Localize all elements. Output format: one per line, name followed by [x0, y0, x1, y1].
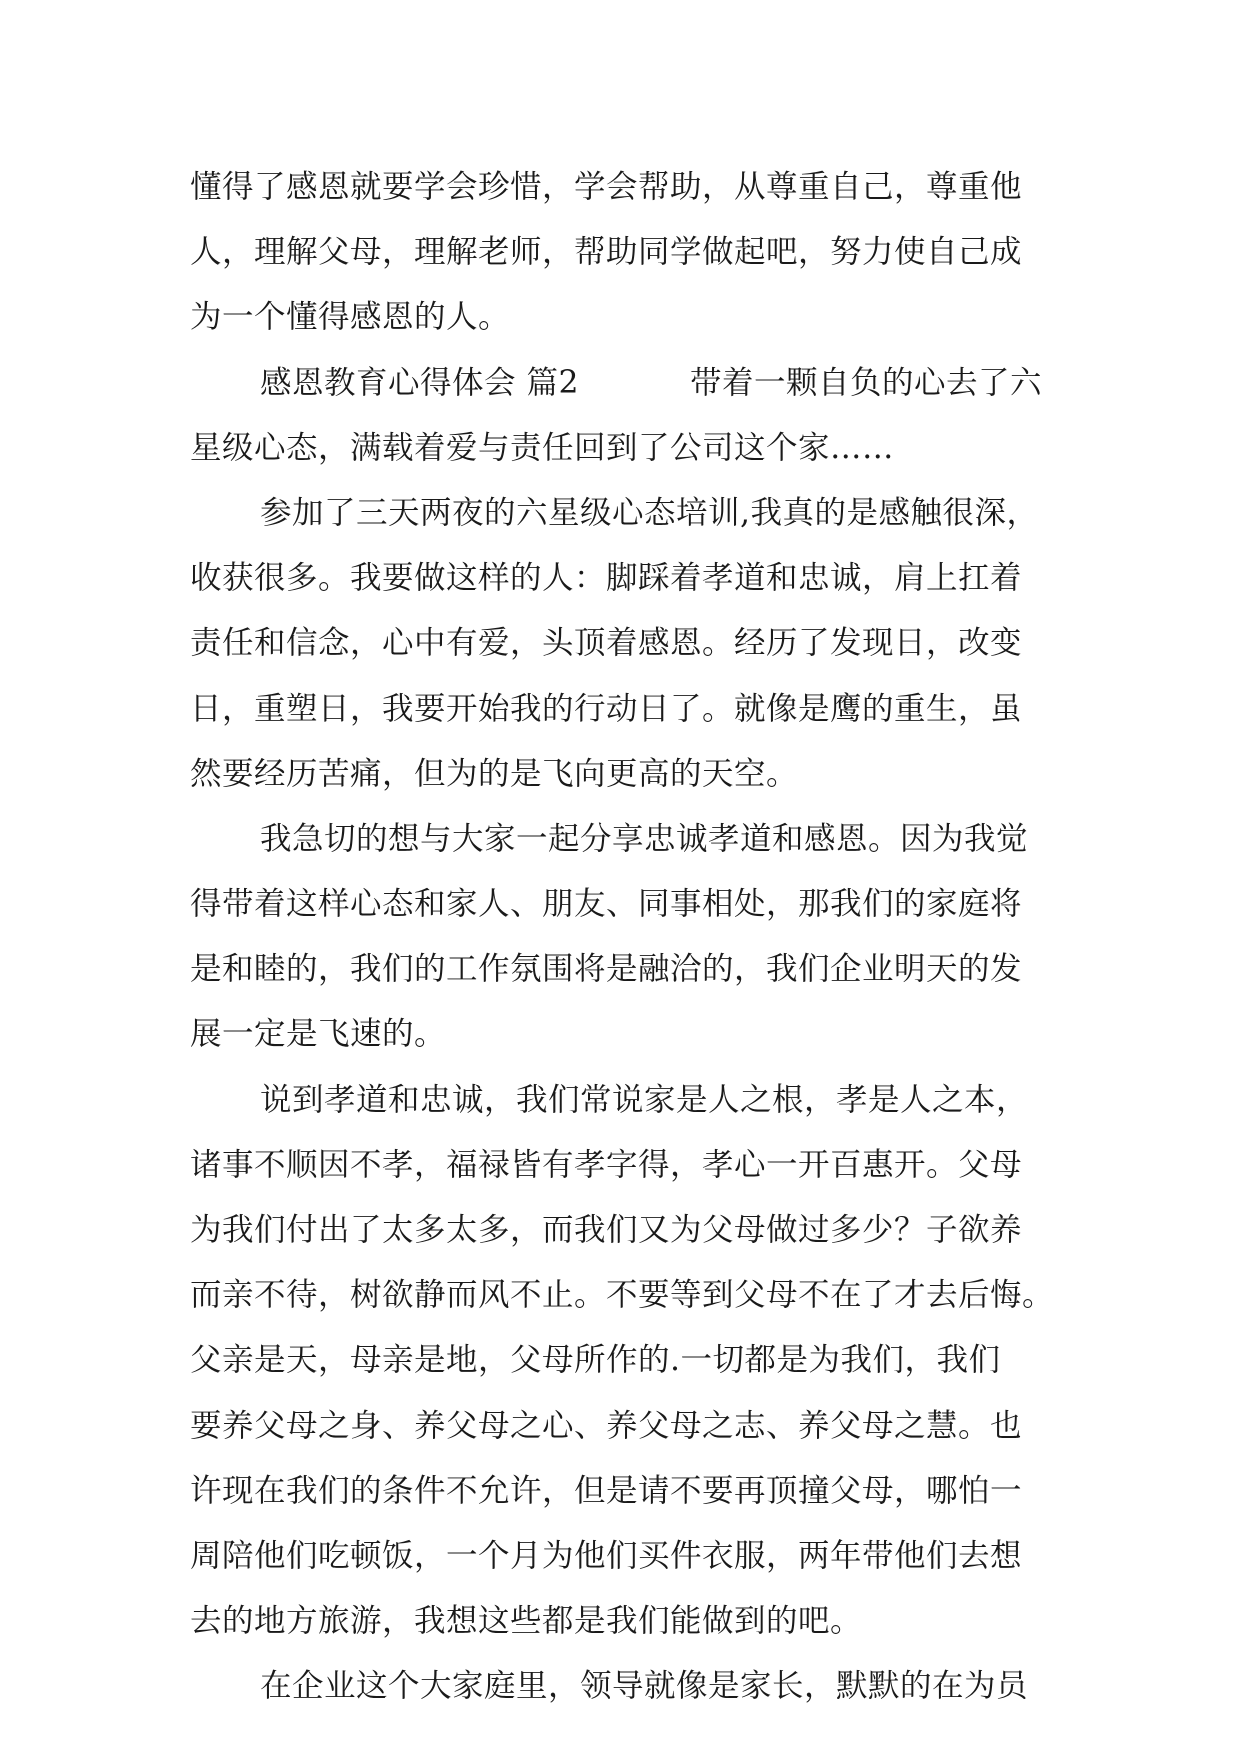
text-line: 懂得了感恩就要学会珍惜，学会帮助，从尊重自己，尊重他 — [190, 169, 1023, 205]
text-line: 展一定是飞速的。 — [190, 1016, 447, 1053]
text-line: 人，理解父母，理解老师，帮助同学做起吧，努力使自己成 — [190, 234, 1023, 271]
text-line: 为一个懂得感恩的人。 — [190, 299, 511, 336]
text-line: 周陪他们吃顿饭，一个月为他们买件衣服，两年带他们去想 — [190, 1537, 1023, 1574]
text-line: 收获很多。我要做这样的人：脚踩着孝道和忠诚，肩上扛着 — [190, 560, 1023, 597]
text-line: 然要经历苦痛，但为的是飞向更高的天空。 — [190, 755, 799, 792]
text-line: 日，重塑日，我要开始我的行动日了。就像是鹰的重生，虽 — [190, 690, 1023, 727]
text-line: 得带着这样心态和家人、朋友、同事相处，那我们的家庭将 — [190, 886, 1023, 923]
paragraph-first-line: 说到孝道和忠诚，我们常说家是人之根，孝是人之本， — [260, 1081, 1029, 1118]
text-line: 是和睦的，我们的工作氛围将是融洽的，我们企业明天的发 — [190, 951, 1023, 988]
text-line: 诸事不顺因不孝，福禄皆有孝字得，孝心一开百惠开。父母 — [190, 1146, 1023, 1183]
paragraph-first-line: 我急切的想与大家一起分享忠诚孝道和感恩。因为我觉 — [260, 820, 1029, 857]
text-line: 责任和信念，心中有爱，头顶着感恩。经历了发现日，改变 — [190, 625, 1023, 662]
section-heading-line — [190, 351, 1050, 416]
section-heading: 感恩教育心得体会 篇2 — [260, 364, 580, 401]
paragraph-first-line: 参加了三天两夜的六星级心态培训,我真的是感触很深， — [260, 494, 1039, 531]
text-line: 要养父母之身、养父母之心、养父母之志、养父母之慧。也 — [190, 1407, 1023, 1444]
document-body — [190, 155, 1055, 1720]
text-line: 去的地方旅游，我想这些都是我们能做到的吧。 — [190, 1603, 863, 1640]
paragraph-first-line: 在企业这个大家庭里，领导就像是家长，默默的在为员 — [260, 1668, 1029, 1705]
text-line: 星级心态，满载着爱与责任回到了公司这个家…… — [190, 429, 895, 466]
text-line: 许现在我们的条件不允许，但是请不要再顶撞父母，哪怕一 — [190, 1472, 1023, 1509]
text-line: 而亲不待，树欲静而风不止。不要等到父母不在了才去后悔。 — [190, 1277, 1055, 1314]
section-first-line: 带着一颗自负的心去了六 — [690, 364, 1043, 401]
text-line: 为我们付出了太多太多，而我们又为父母做过多少？子欲养 — [190, 1212, 1023, 1248]
text-line: 父亲是天，母亲是地，父母所作的.一切都是为我们，我们 — [190, 1342, 1001, 1379]
